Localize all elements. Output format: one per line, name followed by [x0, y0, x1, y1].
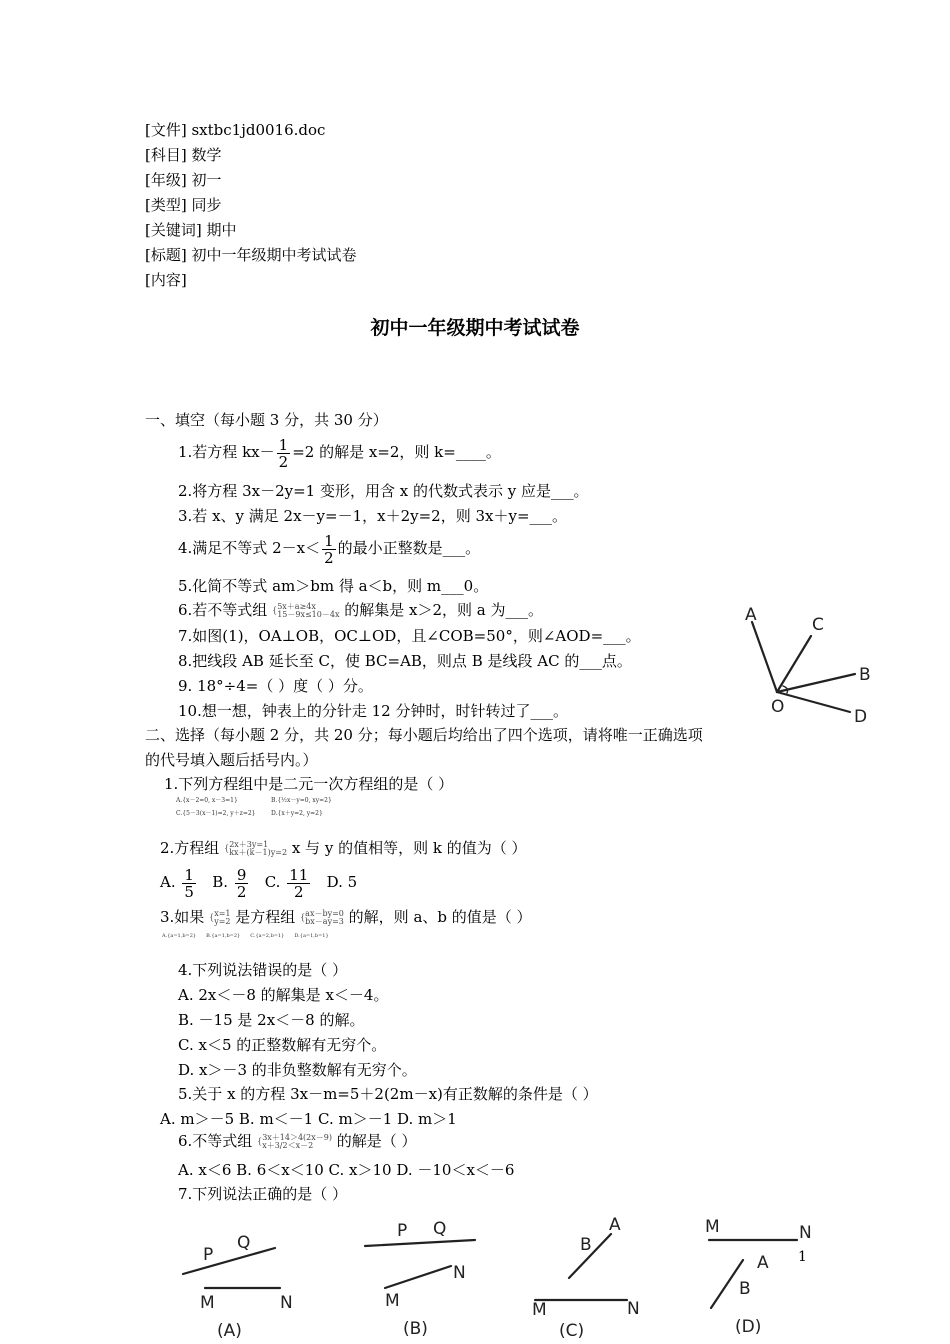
- s1-question-6: [178, 600, 543, 620]
- panel-a: [183, 1233, 293, 1341]
- label-c: C: [812, 615, 824, 635]
- s2-question-4: 4.下列说法错误的是（ ）: [178, 961, 348, 979]
- q6-system: { 5x＋a≥4x 15－9x≤10－4x: [272, 602, 340, 619]
- panel-b-label-n: N: [453, 1263, 466, 1283]
- meta-file: [文件] sxtbc1jd0016.doc: [145, 121, 326, 139]
- angle-figure: [735, 600, 885, 730]
- q4-pre: 4.满足不等式 2－x＜: [178, 539, 321, 557]
- ray-ob: [777, 674, 855, 692]
- s2-q3-option-b: B.{a=1,b=2}: [206, 933, 241, 939]
- s2-q6-sys-line2: x＋3/2＜x－2: [262, 1141, 314, 1150]
- q3-post: 的解，则 a、b 的值是（ ）: [348, 908, 532, 926]
- ray-oa: [752, 622, 777, 692]
- page-title: 初中一年级期中考试试卷: [370, 317, 580, 339]
- s2-q1-option-d: D.{x＋y=2, y=2}: [271, 810, 323, 817]
- q3-pre: 3.如果: [160, 908, 205, 926]
- q2-c-num: 11: [289, 865, 309, 884]
- s1-question-10: 10.想一想，钟表上的分针走 12 分钟时，时针转过了___。: [178, 702, 568, 720]
- q2-system: { 2x＋3y=1 kx＋(k－1)y=2: [224, 840, 288, 857]
- panel-d-caption: (D): [735, 1317, 762, 1337]
- panel-c-label-b: B: [580, 1235, 592, 1255]
- s2-q3-option-d: D.{a=1,b=1}: [294, 933, 329, 939]
- panel-d-label-a: A: [757, 1253, 769, 1273]
- s2-q3-option-c: C.{a=2,b=1}: [250, 933, 285, 939]
- q2-option-b-label: B.: [212, 873, 229, 891]
- ray-od: [777, 692, 850, 712]
- meta-keywords: [关键词] 期中: [145, 221, 237, 239]
- lines-figure: [175, 1210, 875, 1344]
- q1-den: 2: [278, 452, 289, 471]
- s2-q4-option-c: C. x＜5 的正整数解有无穷个。: [178, 1036, 387, 1054]
- s1-question-1: [178, 434, 501, 470]
- panel-b-label-p: P: [397, 1221, 408, 1241]
- q3-system: { ax－by=0 bx－ay=3: [300, 909, 344, 926]
- panel-b-line-pq: [365, 1240, 475, 1246]
- s2-question-1: 1.下列方程组中是二元一次方程组的是（ ）: [164, 775, 454, 793]
- section2-heading-line2: 的代号填入题后括号内。）: [145, 751, 318, 769]
- s2-q1-option-b: B.{½x－y=0, xy=2}: [271, 797, 332, 804]
- s2-q4-option-a: A. 2x＜－8 的解集是 x＜－4。: [178, 986, 389, 1004]
- q2-a-den: 5: [184, 882, 194, 901]
- s2-question-5: 5.关于 x 的方程 3x－m=5＋2(2m－x)有正数解的条件是（ ）: [178, 1085, 598, 1103]
- panel-a-line-pq: [183, 1248, 275, 1274]
- q6-pre: 6.若不等式组: [178, 601, 268, 619]
- q2-option-c-frac: [287, 867, 310, 900]
- q2-post: x 与 y 的值相等，则 k 的值为（ ）: [291, 839, 527, 857]
- panel-a-label-p: P: [203, 1245, 214, 1265]
- q2-b-num: 9: [236, 865, 247, 884]
- s1-question-7: 7.如图(1)，OA⊥OB，OC⊥OD，且∠COB=50°，则∠AOD=___。: [178, 627, 641, 645]
- page-number: 1: [798, 1249, 807, 1265]
- panel-b-label-m: M: [385, 1291, 400, 1311]
- panel-a-label-m: M: [200, 1293, 215, 1313]
- q2-sys-line1: 2x＋3y=1: [229, 840, 269, 849]
- panel-d-label-n: N: [799, 1223, 812, 1243]
- panel-d-label-b: B: [739, 1279, 751, 1299]
- s2-question-3: [160, 907, 532, 927]
- panel-a-label-n: N: [280, 1293, 293, 1313]
- ray-oc: [777, 636, 811, 692]
- s2-q4-option-d: D. x＞－3 的非负整数解有无穷个。: [178, 1061, 417, 1079]
- q2-option-a-label: A.: [160, 873, 176, 891]
- section2-heading-line1: 二、选择（每小题 2 分，共 20 分；每小题后均给出了四个选项，请将唯一正确选项: [145, 726, 703, 744]
- label-d: D: [854, 707, 868, 727]
- s1-question-9: 9. 18°÷4=（ ）度（ ）分。: [178, 677, 373, 695]
- q1-num: 1: [278, 435, 289, 454]
- q1-fraction: [277, 437, 291, 470]
- s2-q6-pre: 6.不等式组: [178, 1132, 253, 1150]
- q2-a-num: 1: [184, 865, 194, 884]
- s2-q6-sys-line1: 3x＋14＞4(2x－9): [262, 1133, 332, 1142]
- meta-type: [类型] 同步: [145, 196, 222, 214]
- q6-post: 的解集是 x＞2，则 a 为___。: [344, 601, 543, 619]
- q3-solution: { x=1 y=2: [209, 909, 231, 926]
- panel-b-label-q: Q: [433, 1219, 447, 1239]
- meta-title: [标题] 初中一年级期中考试试卷: [145, 246, 357, 264]
- s1-question-2: 2.将方程 3x－2y=1 变形，用含 x 的代数式表示 y 应是___。: [178, 482, 589, 500]
- s2-q3-option-a: A.{a=1,b=2}: [162, 933, 197, 939]
- label-b: B: [859, 665, 871, 685]
- q3-sys-line2: y=2: [214, 917, 231, 926]
- label-o: O: [771, 697, 785, 717]
- s2-question-6: [178, 1131, 417, 1151]
- panel-d-label-m: M: [705, 1217, 720, 1237]
- meta-content: [内容]: [145, 271, 187, 289]
- q6-sys-line2: 15－9x≤10－4x: [277, 610, 340, 619]
- q4-den: 2: [324, 548, 334, 567]
- q2-option-b-frac: [235, 867, 249, 900]
- s2-q6-options: A. x＜6 B. 6＜x＜10 C. x＞10 D. －10＜x＜－6: [178, 1161, 515, 1179]
- s2-question-7: 7.下列说法正确的是（ ）: [178, 1185, 348, 1203]
- s2-q1-options: [176, 797, 336, 817]
- q4-num: 1: [324, 531, 334, 550]
- s1-question-3: 3.若 x、y 满足 2x－y=－1，x＋2y=2，则 3x＋y=___。: [178, 507, 568, 525]
- q6-sys-line1: 5x＋a≥4x: [277, 602, 316, 611]
- label-a: A: [745, 605, 757, 625]
- s2-q1-option-a: A.{x－2=0, x－3=1}: [176, 797, 238, 804]
- s2-q5-options: A. m＞－5 B. m＜－1 C. m＞－1 D. m＞1: [160, 1110, 457, 1128]
- panel-a-caption: (A): [217, 1321, 242, 1341]
- panel-c-caption: (C): [559, 1321, 585, 1341]
- q2-option-a-frac: [182, 867, 196, 900]
- s2-q1-option-c: C.{5－3(x－1)=2, y＋z=2}: [176, 810, 256, 817]
- s2-q3-options: [162, 933, 329, 940]
- q2-option-d: D. 5: [326, 873, 358, 891]
- panel-c-label-n: N: [627, 1299, 640, 1319]
- q2-pre: 2.方程组: [160, 839, 220, 857]
- s2-q6-post: 的解是（ ）: [336, 1132, 417, 1150]
- q3-sys-line4: bx－ay=3: [305, 917, 344, 926]
- section1-heading: 一、填空（每小题 3 分，共 30 分）: [145, 411, 388, 429]
- q4-fraction: [322, 533, 336, 566]
- panel-b-line-mn: [385, 1266, 451, 1288]
- q2-option-c-label: C.: [264, 873, 281, 891]
- panel-a-label-q: Q: [237, 1233, 251, 1253]
- panel-c-label-m: M: [532, 1300, 547, 1320]
- s1-question-5: 5.化简不等式 am＞bm 得 a＜b，则 m___0。: [178, 577, 489, 595]
- s2-question-2: [160, 838, 526, 858]
- q3-mid: 是方程组: [235, 908, 296, 926]
- q2-b-den: 2: [236, 882, 247, 901]
- q2-c-den: 2: [293, 882, 304, 901]
- q4-post: 的最小正整数是___。: [337, 539, 481, 557]
- panel-b: [365, 1219, 475, 1339]
- q2-sys-line2: kx＋(k－1)y=2: [229, 848, 288, 857]
- q3-sys-line1: x=1: [214, 909, 231, 918]
- s2-q6-system: { 3x＋14＞4(2x－9) x＋3/2＜x－2: [257, 1133, 332, 1150]
- q1-post: =2 的解是 x=2，则 k=____。: [292, 443, 501, 461]
- panel-c: [532, 1215, 640, 1341]
- s2-q2-options: [160, 862, 357, 902]
- meta-grade: [年级] 初一: [145, 171, 222, 189]
- panel-b-caption: (B): [403, 1319, 428, 1339]
- panel-c-label-a: A: [609, 1215, 621, 1235]
- panel-d: [705, 1217, 812, 1337]
- s1-question-8: 8.把线段 AB 延长至 C，使 BC=AB，则点 B 是线段 AC 的___点。: [178, 652, 632, 670]
- s2-q4-option-b: B. －15 是 2x＜－8 的解。: [178, 1011, 365, 1029]
- s1-question-4: [178, 530, 480, 566]
- q3-sys-line3: ax－by=0: [305, 909, 344, 918]
- q1-pre: 1.若方程 kx－: [178, 443, 275, 461]
- meta-subject: [科目] 数学: [145, 146, 222, 164]
